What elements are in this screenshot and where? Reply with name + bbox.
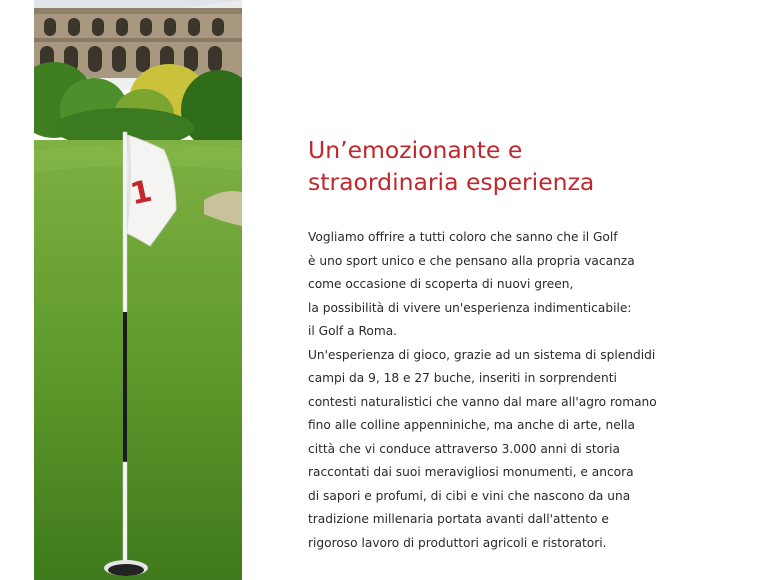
body-line: contesti naturalistici che vanno dal mare all'agro romano (308, 394, 657, 409)
body-line: di sapori e profumi, di cibi e vini che nascono da una (308, 488, 631, 503)
body-line: campi da 9, 18 e 27 buche, inseriti in sorprendenti (308, 371, 617, 385)
body-line: Vogliamo offrire a tutti coloro che sanno che il Golf (308, 230, 618, 244)
body-text (308, 226, 748, 555)
body-line: il Golf a Roma. (308, 324, 398, 338)
body-line: come occasione di scoperta di nuovi green, (308, 277, 574, 291)
flag-number: 1 (127, 173, 156, 213)
body-line: rigoroso lavoro di produttori agricoli e ristoratori. (308, 535, 607, 550)
flag-pole (123, 132, 127, 560)
body-line: tradizione millenaria portata avanti dall'attento e (308, 512, 609, 526)
body-line: Un'esperienza di gioco, grazie ad un sistema di splendidi (308, 347, 656, 362)
title-line-1: Un’emozionante e (308, 136, 523, 164)
body-line: raccontati dai suoi meravigliosi monumenti, e ancora (308, 465, 634, 479)
body-line: città che vi conduce attraverso 3.000 anni di storia (308, 441, 620, 456)
page-title (308, 134, 594, 198)
title-line-2: straordinaria esperienza (308, 168, 595, 196)
golf-course-photo (34, 0, 242, 580)
body-line: è uno sport unico e che pensano alla propria vacanza (308, 253, 635, 268)
body-line: la possibilità di vivere un'esperienza indimenticabile: (308, 300, 632, 315)
body-line: fino alle colline appenniniche, ma anche di arte, nella (308, 418, 635, 432)
